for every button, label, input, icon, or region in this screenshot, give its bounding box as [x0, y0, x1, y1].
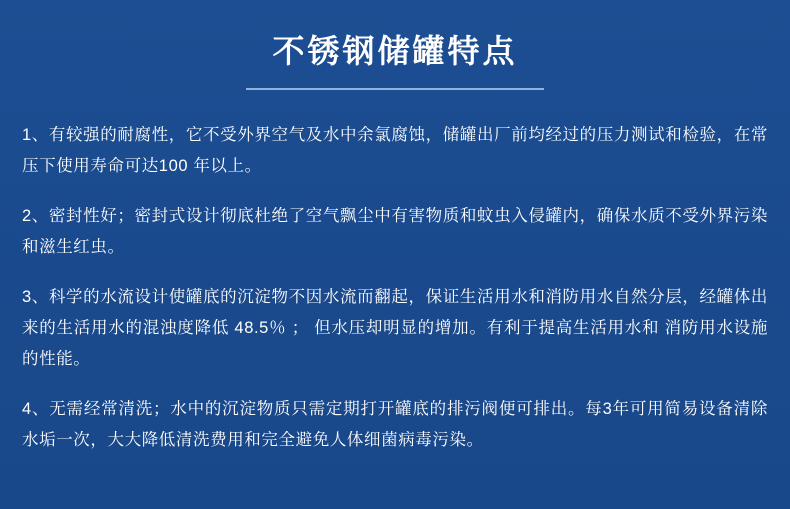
paragraph-4: 4、无需经常清洗；水中的沉淀物质只需定期打开罐底的排污阀便可排出。每3年可用简易设备清除水垢一次，大大降低清洗费用和完全避免人体细菌病毒污染。	[22, 400, 768, 450]
title-block	[0, 0, 790, 90]
page-title: 不锈钢储罐特点	[272, 33, 518, 69]
body-text	[0, 90, 790, 456]
paragraph-1: 1、有较强的耐腐性，它不受外界空气及水中余氯腐蚀，储罐出厂前均经过的压力测试和检验，在常压下使用寿命可达100 年以上。	[22, 126, 768, 176]
paragraph-2: 2、密封性好；密封式设计彻底杜绝了空气飘尘中有害物质和蚊虫入侵罐内，确保水质不受外界污染和滋生红虫。	[22, 207, 768, 257]
paragraph-3: 3、科学的水流设计使罐底的沉淀物不因水流而翻起，保证生活用水和消防用水自然分层，经罐体出来的生活用水的混浊度降低 48.5％ ； 但水压却明显的增加。有利于提高生活用水和 消防用水设施的性能。	[22, 288, 768, 369]
